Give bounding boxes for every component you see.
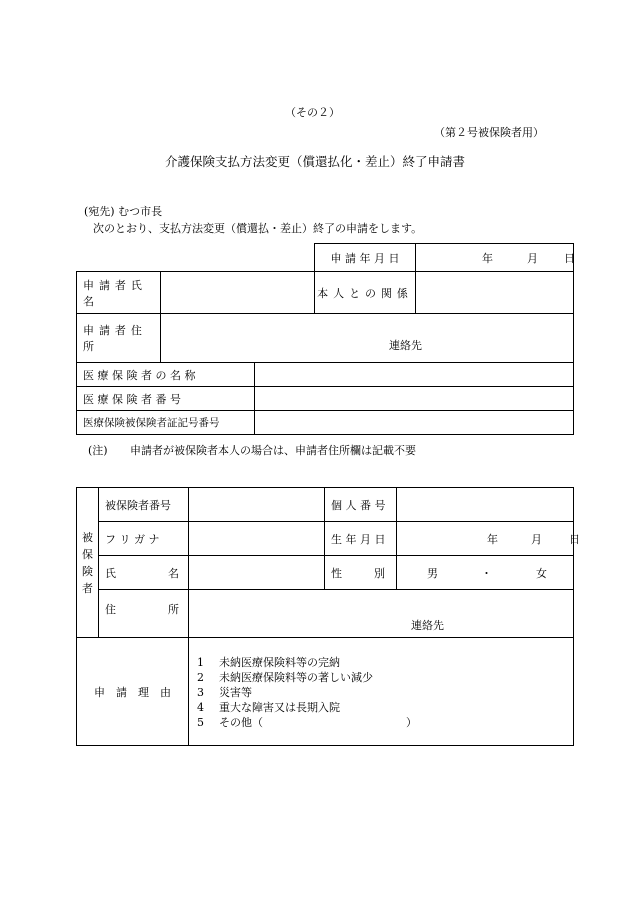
note-text: 申請者が被保険者本人の場合は、申請者住所欄は記載不要	[130, 444, 416, 457]
gender-field[interactable]	[397, 556, 574, 590]
insured-card-number-label: 医療保険被保険者証記号番号	[77, 411, 255, 435]
reason-option[interactable]: 1 未納医療保険料等の完納	[197, 656, 340, 669]
form-part-number: （その２）	[285, 106, 340, 119]
personal-number-label: 個 人 番 号	[325, 488, 397, 522]
birth-day-label: 日	[569, 532, 580, 546]
insured-name-label: 氏 名	[99, 556, 189, 590]
insurer-number-label: 医 療 保 険 者 番 号	[77, 387, 255, 411]
insured-contact-label: 連絡先	[411, 619, 444, 632]
reason-option[interactable]: 2 未納医療保険料等の著しい減少	[197, 671, 373, 684]
note-prefix: (注)	[88, 444, 108, 457]
furigana-label: フ リ ガ ナ	[99, 522, 189, 556]
application-year-label: 年	[482, 251, 494, 265]
furigana-field[interactable]	[189, 522, 325, 556]
birthdate-field[interactable]	[397, 522, 580, 556]
reason-option[interactable]: 5 その他（ ）	[197, 716, 417, 729]
applicant-name-label: 申請者氏名	[77, 272, 161, 314]
insured-name-field[interactable]	[189, 556, 325, 590]
birth-month-label: 月	[531, 532, 542, 546]
applicant-name-field[interactable]	[161, 272, 315, 314]
applicant-table	[76, 243, 574, 435]
birth-year-label: 年	[487, 532, 498, 546]
insured-number-field[interactable]	[189, 488, 325, 522]
gender-male-option[interactable]: 男	[427, 566, 438, 580]
reason-option[interactable]: 4 重大な障害又は長期入院	[197, 701, 340, 714]
application-day-label: 日	[564, 251, 576, 265]
insured-person-group-label: 被 保 険 者	[77, 488, 99, 638]
birthdate-label: 生 年 月 日	[325, 522, 397, 556]
insured-address-field[interactable]	[189, 590, 574, 638]
application-date-field[interactable]	[416, 244, 574, 272]
addressee: (宛先) むつ市長	[84, 205, 163, 218]
insured-number-label: 被保険者番号	[99, 488, 189, 522]
intro-text: 次のとおり、支払方法変更（償還払・差止）終了の申請をします。	[93, 222, 423, 235]
gender-label: 性 別	[325, 556, 397, 590]
application-date-label: 申 請 年 月 日	[315, 244, 416, 272]
reason-option[interactable]: 3 災害等	[197, 686, 252, 699]
gender-female-option[interactable]: 女	[536, 566, 547, 580]
insured-address-label: 住 所	[99, 590, 189, 638]
relation-field[interactable]	[416, 272, 574, 314]
document-title: 介護保険支払方法変更（償還払化・差止）終了申請書	[164, 154, 465, 169]
personal-number-field[interactable]	[397, 488, 574, 522]
insurer-name-label: 医 療 保 険 者 の 名 称	[77, 363, 255, 387]
insurer-name-field[interactable]	[255, 363, 574, 387]
insured-card-number-field[interactable]	[255, 411, 574, 435]
application-month-label: 月	[527, 251, 539, 265]
applicant-address-field[interactable]	[161, 314, 574, 363]
insured-person-table	[76, 487, 580, 746]
applicant-contact-label: 連絡先	[389, 339, 422, 352]
gender-separator: ・	[481, 566, 492, 580]
application-reason-label: 申 請 理 由	[77, 638, 189, 746]
form-category: （第２号被保険者用）	[434, 126, 544, 139]
application-reason-list	[189, 638, 574, 746]
insurer-number-field[interactable]	[255, 387, 574, 411]
relation-label: 本人との関係	[315, 272, 416, 314]
applicant-address-label: 申請者住所	[77, 314, 161, 363]
